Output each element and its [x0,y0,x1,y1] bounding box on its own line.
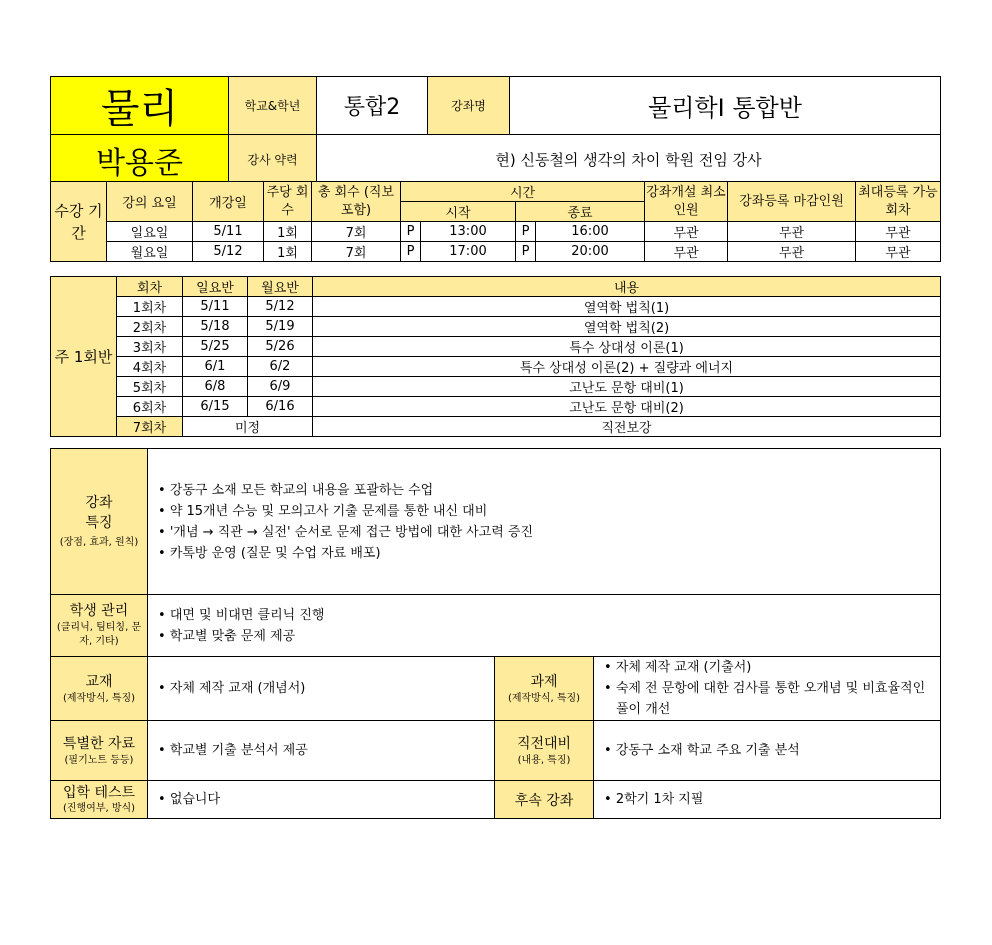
features-label-cell [51,449,148,595]
exam-prep-item: • 강동구 소재 학교 주요 기출 분석 [604,740,940,761]
homework-label-cell [495,657,594,721]
curriculum-side-label: 주 1회반 [51,277,117,437]
special-content [148,721,495,781]
followup-item: • 2학기 1차 지필 [604,789,940,810]
course-name-label: 강좌명 [428,77,510,135]
exam-prep-label: 직전대비 [516,735,572,752]
header-max-register: 최대등록 가능회차 [856,182,941,222]
mon-date: 5/26 [248,337,313,357]
header-mon: 월요반 [248,277,313,297]
curriculum-row [51,337,941,357]
session-content: 직전보강 [313,417,941,437]
exam-prep-label-cell [495,721,594,781]
curriculum-row [51,297,941,317]
header-total: 총 회수 (직보포함) [312,182,401,222]
row-day: 일요일 [107,222,193,242]
curriculum-table [50,276,941,437]
special-label-cell [51,721,148,781]
session-content: 특수 상대성 이론(2) + 질량과 에너지 [313,357,941,377]
mon-date: 5/19 [248,317,313,337]
exam-prep-sub: (내용, 특징) [517,754,571,766]
textbook-item: • 자체 제작 교재 (개념서) [158,678,494,699]
teacher-career-value: 현) 신동철의 생각의 차이 학원 전임 강사 [317,135,941,185]
feature-item: • '개념 → 직관 → 실전' 순서로 문제 접근 방법에 대한 사고력 증진 [158,522,940,543]
sun-date: 6/1 [183,357,248,377]
management-label-cell [51,595,148,657]
session-content: 열역학 법칙(1) [313,297,941,317]
homework-label: 과제 [530,673,558,690]
header-deadline-people: 강좌등록 마감인원 [728,182,856,222]
row-total: 7회 [312,222,401,242]
row-end-ampm: P [516,242,536,262]
management-content [148,595,941,657]
textbook-label-cell [51,657,148,721]
teacher-name: 박용준 [51,135,229,185]
homework-item: • 숙제 전 문항에 대한 검사를 통한 오개념 및 비효율적인 풀이 개선 [604,678,934,720]
row-max: 무관 [856,222,941,242]
details-table [50,448,941,819]
course-name-value: 물리학Ⅰ 통합반 [510,77,941,135]
session-number: 1회차 [117,297,183,317]
header-sun: 일요반 [183,277,248,297]
header-weekly: 주당 회수 [264,182,312,222]
session-content: 특수 상대성 이론(1) [313,337,941,357]
session-content: 고난도 문항 대비(1) [313,377,941,397]
features-sub: (장점, 효과, 원칙) [59,537,139,548]
curriculum-row [51,397,941,417]
schedule-table [50,181,941,262]
header-open-date: 개강일 [193,182,264,222]
special-sub: (필기노트 등등) [64,754,134,766]
sun-date: 6/8 [183,377,248,397]
header-day: 강의 요일 [107,182,193,222]
curriculum-row [51,377,941,397]
header-min-people: 강좌개설 최소인원 [645,182,728,222]
exam-prep-content [594,721,941,781]
sun-date: 6/15 [183,397,248,417]
feature-item: • 강동구 소재 모든 학교의 내용을 포괄하는 수업 [158,480,940,501]
textbook-sub: (제작방식, 특징) [62,692,136,704]
row-open: 5/11 [193,222,264,242]
school-grade-label: 학교&학년 [229,77,317,135]
sun-date: 5/11 [183,297,248,317]
mon-date: 6/16 [248,397,313,417]
row-weekly: 1회 [264,242,312,262]
session-content: 열역학 법칙(2) [313,317,941,337]
homework-sub: (제작방식, 특징) [507,692,581,704]
header-content: 내용 [313,277,941,297]
management-label: 학생 관리 [69,603,129,619]
homework-content [594,657,941,721]
special-item: • 학교별 기출 분석서 제공 [158,740,494,761]
features-content [148,449,941,595]
row-deadline: 무관 [728,222,856,242]
followup-label: 후속 강좌 [495,781,594,819]
row-open: 5/12 [193,242,264,262]
row-end-ampm: P [516,222,536,242]
subject-name: 물리 [51,77,229,135]
period-label: 수강 기간 [51,182,107,262]
session-number: 5회차 [117,377,183,397]
header-start: 시작 [401,202,516,222]
entrance-sub: (진행여부, 방식) [62,803,136,814]
curriculum-row [51,317,941,337]
entrance-label-cell [51,781,148,819]
row-end: 16:00 [536,222,645,242]
mon-date: 6/9 [248,377,313,397]
homework-item: • 자체 제작 교재 (기출서) [604,657,934,678]
management-item: • 학교별 맞춤 문제 제공 [158,626,940,647]
mon-date: 5/12 [248,297,313,317]
schedule-row [51,242,941,262]
session-number: 4회차 [117,357,183,377]
row-day: 월요일 [107,242,193,262]
teacher-career-label: 강사 약력 [229,135,317,185]
entrance-label: 입학 테스트 [62,785,136,801]
row-weekly: 1회 [264,222,312,242]
curriculum-row [51,357,941,377]
mon-date: 6/2 [248,357,313,377]
row-min: 무관 [645,242,728,262]
row-start-ampm: P [401,242,421,262]
row-start: 13:00 [421,222,516,242]
session-content: 고난도 문항 대비(2) [313,397,941,417]
entrance-content [148,781,495,819]
session-number: 7회차 [117,417,183,437]
session-number: 2회차 [117,317,183,337]
header-time: 시간 [401,182,645,202]
row-deadline: 무관 [728,242,856,262]
session-number: 3회차 [117,337,183,357]
textbook-label: 교재 [85,673,113,690]
features-label: 강좌 특징 [85,495,113,531]
feature-item: • 약 15개년 수능 및 모의고사 기출 문제를 통한 내신 대비 [158,501,940,522]
session-number: 6회차 [117,397,183,417]
special-label: 특별한 자료 [62,735,136,752]
row-min: 무관 [645,222,728,242]
session-date-tbd: 미정 [183,417,313,437]
schedule-row [51,222,941,242]
row-start-ampm: P [401,222,421,242]
feature-item: • 카톡방 운영 (질문 및 수업 자료 배포) [158,543,940,564]
header-table [50,76,941,185]
sun-date: 5/18 [183,317,248,337]
row-total: 7회 [312,242,401,262]
management-sub: (클리닉, 팀티칭, 문자, 기타) [56,622,142,647]
textbook-content [148,657,495,721]
school-grade-value: 통합2 [317,77,428,135]
management-item: • 대면 및 비대면 클리닉 진행 [158,605,940,626]
followup-content [594,781,941,819]
entrance-item: • 없습니다 [158,789,494,810]
header-end: 종료 [516,202,645,222]
header-session: 회차 [117,277,183,297]
row-start: 17:00 [421,242,516,262]
row-max: 무관 [856,242,941,262]
sun-date: 5/25 [183,337,248,357]
curriculum-row [51,417,941,437]
row-end: 20:00 [536,242,645,262]
